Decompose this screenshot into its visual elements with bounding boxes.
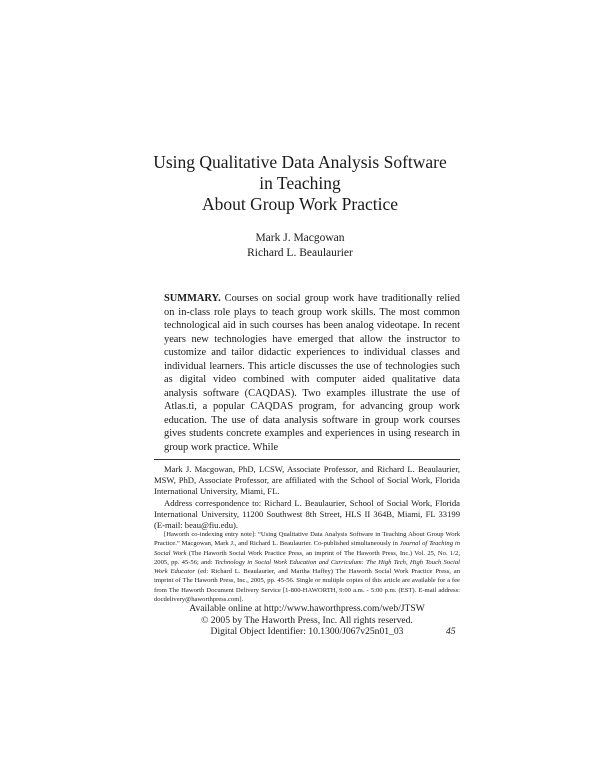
- page-number: 45: [446, 626, 456, 637]
- article-title: [0, 152, 600, 215]
- summary-label: SUMMARY.: [164, 293, 221, 304]
- footnote-divider: [154, 459, 460, 460]
- title-line-2: in Teaching: [259, 173, 341, 193]
- title-line-3: About Group Work Practice: [201, 194, 399, 214]
- author-1: Mark J. Macgowan: [255, 232, 345, 244]
- co-indexing-text-2: (The Haworth Social Work Practice Press, an imprint of The Haworth Press, Inc.) Vol. 25, No. 1/2, 2005, pp. 45-56; and:: [154, 549, 461, 566]
- author-notes: [154, 464, 460, 531]
- doi-line: Digital Object Identifier: 10.1300/J067v25n01_03: [210, 626, 404, 637]
- summary-text: Courses on social group work have traditionally relied on in-class role plays to teach group work skills. The most common technological aid in such courses has been analog videotape. In recent years new technologies have emerged that allow the instructor to customize and tailor didactic experiences to individual classes and individual learners. This article discusses the use of technologies such as digital video combined with computer aided qualitative data analysis software (CAQDAS). Two examples illustrate the use of Atlas.ti, a popular CAQDAS program, for advancing group work education. The use of data analysis software in group work courses gives students concrete examples and experiences in using research in group work practice. While: [164, 293, 460, 453]
- available-online: Available online at http://www.haworthpress.com/web/JTSW: [189, 603, 425, 614]
- book-title: Technology in Social Work Education and Curriculum: The High Tech, High Touch Social Work Educator: [154, 558, 460, 576]
- publication-footer: [154, 603, 460, 638]
- journal-name: Journal of Teaching in Social Work: [154, 540, 460, 557]
- co-indexing-text-3: (ed: Richard L. Beaulaurier, and Martha Haffey) The Haworth Social Work Practice Press, an imprint of The Haworth Press, Inc., 2005, pp. 45-56. Single or multiple copies of this article are available for a fee from The Haworth Document Delivery Service [1-800-HAWORTH, 9:00 a.m. - 5:00 p.m. (EST). E-mail address: docdelivery@haworthpress.com].: [154, 568, 460, 604]
- affiliation-note: Mark J. Macgowan, PhD, LCSW, Associate Professor, and Richard L. Beaulaurier, MSW, PhD, Associate Professor, are affiliated with the School of Social Work, Florida International University, Miami, FL.: [154, 464, 460, 496]
- title-line-1: Using Qualitative Data Analysis Software: [153, 152, 447, 172]
- author-list: [0, 231, 600, 261]
- co-indexing-text-1: [Haworth co-indexing entry note]: “Using Qualitative Data Analysis Software in Teaching About Group Work Practice.” Macgowan, Mark J., and Richard L. Beaulaurier. Co-published simultaneously in: [154, 531, 460, 548]
- correspondence-note: Address correspondence to: Richard L. Beaulaurier, School of Social Work, Florida International University, 11200 Southwest 8th Street, HLS II 364B, Miami, FL 33199 (E-mail: beau@fiu.edu).: [154, 498, 460, 530]
- co-indexing-note: [154, 530, 460, 604]
- author-2: Richard L. Beaulaurier: [247, 247, 353, 259]
- summary-abstract: [164, 292, 460, 454]
- copyright-line: © 2005 by The Haworth Press, Inc. All rights reserved.: [201, 614, 413, 626]
